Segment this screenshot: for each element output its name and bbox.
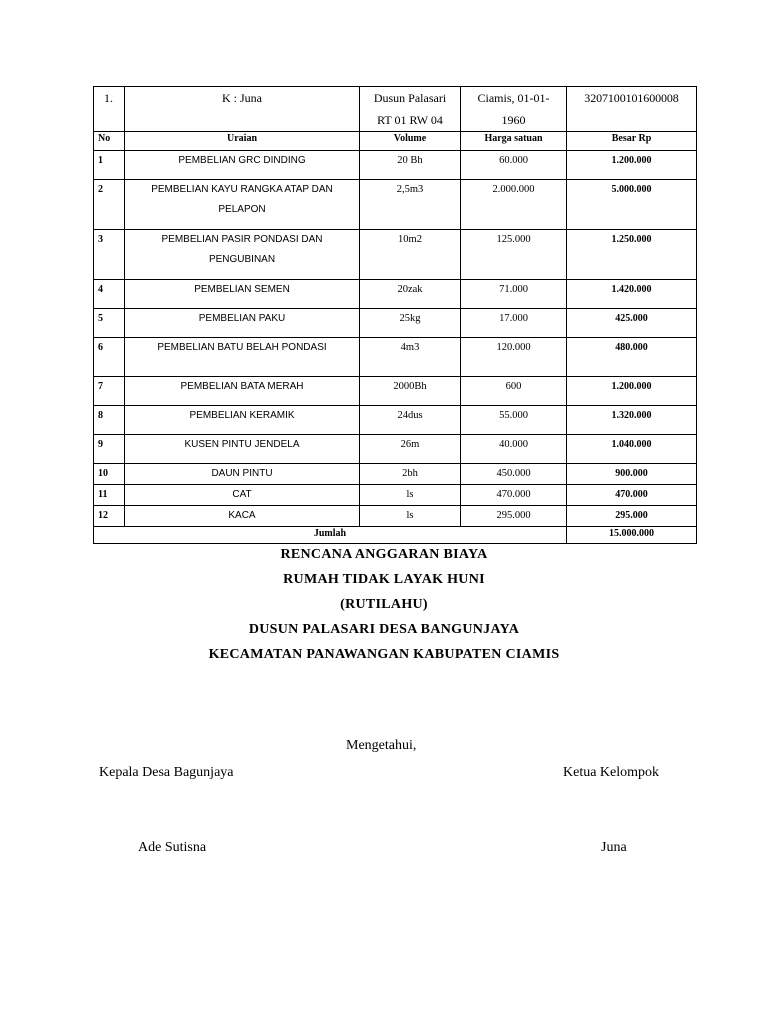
item-volume: 20 Bh: [360, 151, 461, 180]
item-no: 12: [94, 506, 125, 527]
item-harga: 295.000: [461, 506, 567, 527]
title-line-3: (RUTILAHU): [340, 597, 428, 612]
item-volume: ls: [360, 485, 461, 506]
item-uraian: KUSEN PINTU JENDELA: [125, 435, 360, 464]
item-besar: 1.250.000: [567, 230, 697, 280]
item-no: 5: [94, 309, 125, 338]
recipient-number: 1.: [94, 87, 125, 132]
item-harga: 600: [461, 377, 567, 406]
table-row: [94, 151, 697, 180]
table-row: [94, 230, 697, 280]
item-volume: 10m2: [360, 230, 461, 280]
table-row: [94, 506, 697, 527]
item-harga: 450.000: [461, 464, 567, 485]
item-no: 1: [94, 151, 125, 180]
item-besar: 5.000.000: [567, 180, 697, 230]
item-volume: ls: [360, 506, 461, 527]
item-harga: 55.000: [461, 406, 567, 435]
item-rows: [94, 151, 697, 527]
recipient-row: [94, 87, 697, 132]
table-row: [94, 309, 697, 338]
item-besar: 1.040.000: [567, 435, 697, 464]
item-volume: 2bh: [360, 464, 461, 485]
left-signatory-name: Ade Sutisna: [138, 840, 207, 855]
item-besar: 480.000: [567, 338, 697, 377]
title-line-4: DUSUN PALASARI DESA BANGUNJAYA: [248, 622, 520, 637]
item-besar: 1.420.000: [567, 280, 697, 309]
table-row: [94, 406, 697, 435]
total-row: [94, 527, 697, 544]
item-volume: 20zak: [360, 280, 461, 309]
item-no: 9: [94, 435, 125, 464]
item-volume: 26m: [360, 435, 461, 464]
address-line-2: RT 01 RW 04: [377, 113, 443, 127]
item-no: 7: [94, 377, 125, 406]
total-value: 15.000.000: [567, 527, 697, 544]
item-no: 11: [94, 485, 125, 506]
item-besar: 900.000: [567, 464, 697, 485]
col-header-besar: Besar Rp: [567, 132, 697, 151]
item-no: 6: [94, 338, 125, 377]
col-header-volume: Volume: [360, 132, 461, 151]
item-besar: 425.000: [567, 309, 697, 338]
item-uraian: CAT: [125, 485, 360, 506]
column-header-row: [94, 132, 697, 151]
table-row: [94, 280, 697, 309]
title-line-2: RUMAH TIDAK LAYAK HUNI: [283, 572, 485, 587]
col-header-no: No: [94, 132, 125, 151]
recipient-name: K : Juna: [125, 87, 360, 132]
birth-line-2: 1960: [501, 113, 526, 127]
item-harga: 470.000: [461, 485, 567, 506]
item-volume: 25kg: [360, 309, 461, 338]
item-volume: 4m3: [360, 338, 461, 377]
recipient-birth: [461, 87, 567, 132]
table-row: [94, 338, 697, 377]
item-harga: 17.000: [461, 309, 567, 338]
item-uraian: PEMBELIAN SEMEN: [125, 280, 360, 309]
table-row: [94, 377, 697, 406]
item-uraian: PEMBELIAN KERAMIK: [125, 406, 360, 435]
item-uraian: PEMBELIAN KAYU RANGKA ATAP DAN PELAPON: [125, 180, 360, 230]
right-signatory-role: Ketua Kelompok: [563, 765, 660, 780]
item-volume: 2000Bh: [360, 377, 461, 406]
right-signatory-name: Juna: [601, 840, 627, 855]
table-row: [94, 435, 697, 464]
item-harga: 60.000: [461, 151, 567, 180]
table-row: [94, 464, 697, 485]
item-besar: 1.200.000: [567, 377, 697, 406]
item-besar: 470.000: [567, 485, 697, 506]
item-besar: 1.200.000: [567, 151, 697, 180]
col-header-uraian: Uraian: [125, 132, 360, 151]
item-uraian: PEMBELIAN GRC DINDING: [125, 151, 360, 180]
item-no: 10: [94, 464, 125, 485]
item-besar: 295.000: [567, 506, 697, 527]
item-harga: 2.000.000: [461, 180, 567, 230]
item-harga: 125.000: [461, 230, 567, 280]
mengetahui-label: Mengetahui,: [346, 738, 417, 753]
item-no: 3: [94, 230, 125, 280]
item-besar: 1.320.000: [567, 406, 697, 435]
birth-line-1: Ciamis, 01-01-: [477, 91, 550, 105]
recipient-nik: 3207100101600008: [567, 87, 697, 132]
title-line-1: RENCANA ANGGARAN BIAYA: [280, 547, 488, 562]
item-uraian: PEMBELIAN BATU BELAH PONDASI: [125, 338, 360, 377]
item-harga: 40.000: [461, 435, 567, 464]
address-line-1: Dusun Palasari: [373, 91, 447, 105]
item-harga: 71.000: [461, 280, 567, 309]
item-uraian: DAUN PINTU: [125, 464, 360, 485]
document-title: [0, 542, 768, 667]
item-no: 4: [94, 280, 125, 309]
item-uraian: PEMBELIAN BATA MERAH: [125, 377, 360, 406]
table-row: [94, 485, 697, 506]
item-uraian: PEMBELIAN PAKU: [125, 309, 360, 338]
item-no: 8: [94, 406, 125, 435]
item-uraian: PEMBELIAN PASIR PONDASI DAN PENGUBINAN: [125, 230, 360, 280]
item-no: 2: [94, 180, 125, 230]
item-volume: 2,5m3: [360, 180, 461, 230]
budget-table: [93, 86, 697, 544]
item-uraian: KACA: [125, 506, 360, 527]
left-signatory-role: Kepala Desa Bagunjaya: [99, 765, 234, 780]
item-harga: 120.000: [461, 338, 567, 377]
col-header-harga: Harga satuan: [461, 132, 567, 151]
total-label: Jumlah: [94, 527, 567, 544]
item-volume: 24dus: [360, 406, 461, 435]
table-row: [94, 180, 697, 230]
title-line-5: KECAMATAN PANAWANGAN KABUPATEN CIAMIS: [208, 647, 560, 662]
recipient-address: [360, 87, 461, 132]
